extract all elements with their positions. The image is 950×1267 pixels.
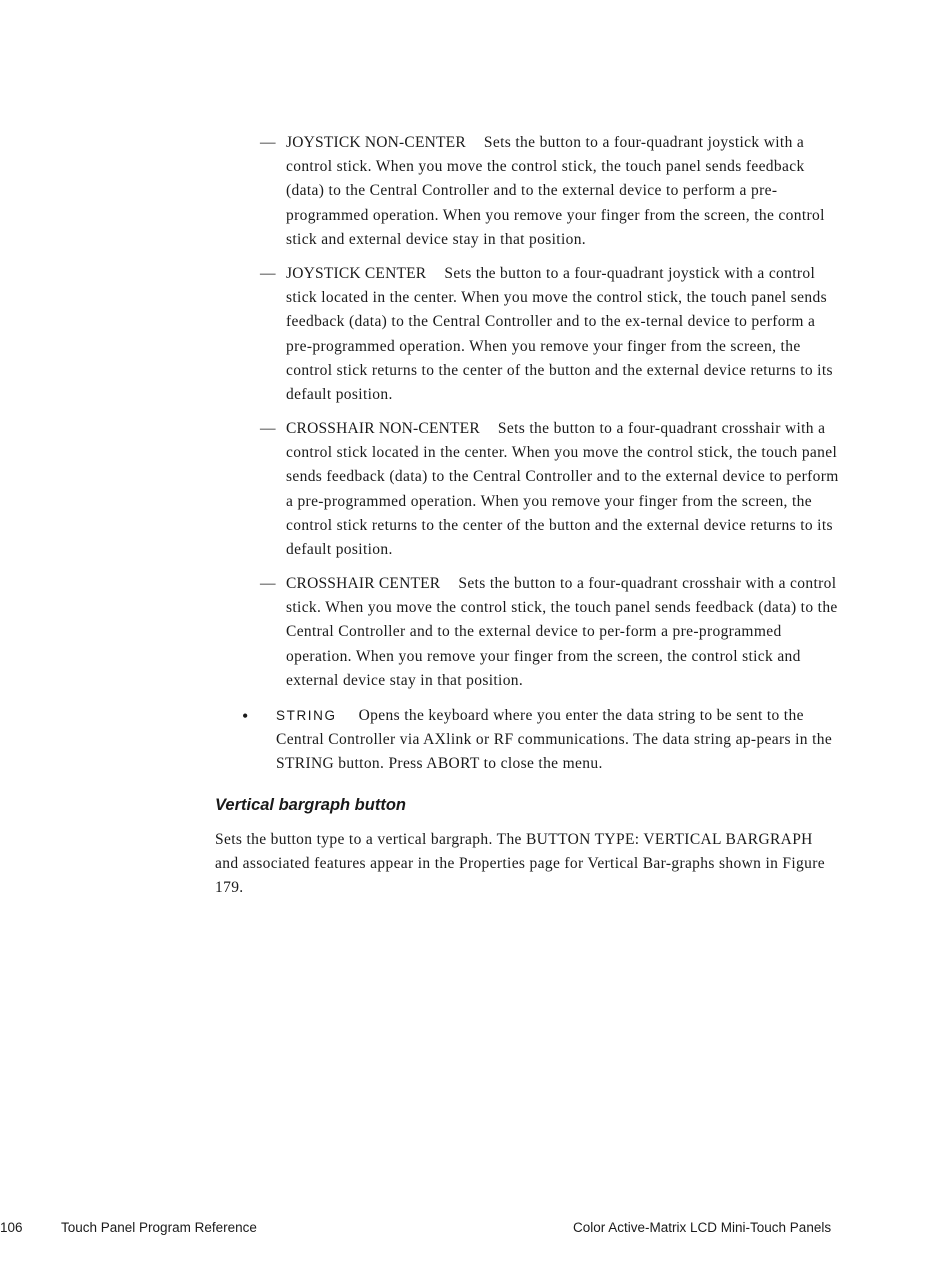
section-body: Sets the button type to a vertical bargraph. The BUTTON TYPE: VERTICAL BARGRAPH and associated features appear in the Properties page for Vertical Bar-graphs shown in Figure 179.	[215, 831, 825, 897]
term-description: Sets the button to a four-quadrant crosshair with a control stick located in the center. When you move the control stick, the touch panel sends feedback (data) to the Central Controller and to the external device to perform a pre-programmed operation. When you remove your finger from the screen, the control stick returns to the center of the button and the external device returns to its default position.	[286, 420, 839, 559]
term-description: Sets the button to a four-quadrant joystick with a control stick. When you move the control stick, the touch panel sends feedback (data) to the Central Controller and to the external device to perform a pre-programmed operation. When you remove your finger from the screen, the control stick and external device stay in that position.	[286, 134, 825, 248]
list-item-crosshair-center	[260, 572, 840, 693]
section-heading: Vertical bargraph button	[215, 796, 406, 814]
bullet-marker: •	[242, 706, 249, 726]
dash-marker: —	[260, 134, 276, 151]
dash-marker: —	[260, 420, 276, 437]
list-item-text	[286, 262, 840, 407]
footer-product-title: Color Active-Matrix LCD Mini-Touch Panels	[573, 1220, 832, 1235]
term-label: STRING	[276, 708, 337, 723]
term-description: Sets the button to a four-quadrant crosshair with a control stick. When you move the control stick, the touch panel sends feedback (data) to the Central Controller and to the external device to per-form a pre-programmed operation. When you remove your finger from the screen, the control stick and external device stay in that position.	[286, 575, 838, 689]
term-label: CROSSHAIR CENTER	[286, 575, 441, 592]
term-label: CROSSHAIR NON-CENTER	[286, 420, 480, 437]
list-item-joystick-non-center	[260, 131, 840, 252]
term-label: JOYSTICK CENTER	[286, 265, 427, 282]
dash-marker: —	[260, 575, 276, 592]
list-item-crosshair-non-center	[260, 417, 840, 562]
list-item-text	[276, 704, 840, 777]
page-number: 106	[0, 1220, 23, 1235]
term-label: JOYSTICK NON-CENTER	[286, 134, 466, 151]
dash-marker: —	[260, 265, 276, 282]
term-description: Opens the keyboard where you enter the data string to be sent to the Central Controller via AXlink or RF communications. The data string ap-pears in the STRING button. Press ABORT to close the menu.	[276, 707, 833, 773]
footer-document-title: Touch Panel Program Reference	[61, 1220, 257, 1235]
list-item-joystick-center	[260, 262, 840, 407]
list-item-text	[286, 417, 840, 562]
list-item-text	[286, 572, 840, 693]
term-description: Sets the button to a four-quadrant joystick with a control stick located in the center. When you move the control stick, the touch panel sends feedback (data) to the Central Controller and to the ex-ternal device to perform a pre-programmed operation. When you remove your finger from the screen, the control stick returns to the center of the button and the external device returns to its default position.	[286, 265, 833, 404]
list-item-text	[286, 131, 840, 252]
list-item-string	[242, 704, 840, 777]
